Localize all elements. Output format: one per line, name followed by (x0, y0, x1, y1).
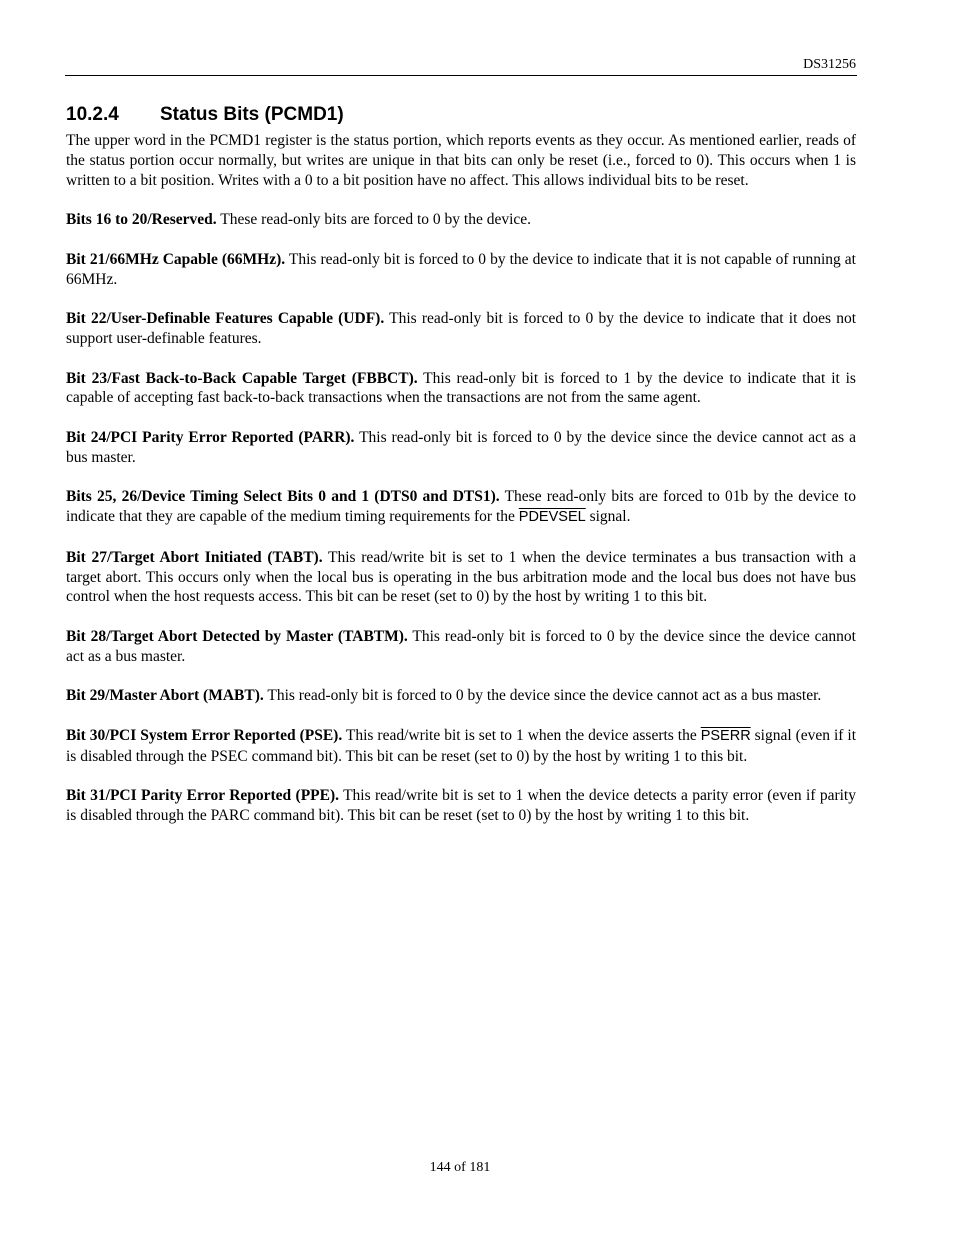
section-number: 10.2.4 (66, 104, 119, 125)
bit-text: These read-only bits are forced to 0 by the device. (220, 211, 532, 229)
bit-text: These read-only bits are forced to 01b by the device to indicate that they are capable of the medium timing requirements for the (66, 488, 856, 526)
header-divider (65, 75, 857, 76)
bit-description-ppe (66, 786, 856, 826)
section-title: Status Bits (PCMD1) (160, 104, 344, 125)
bit-label: Bit 30/PCI System Error Reported (PSE). (66, 726, 343, 744)
bit-text: This read-only bit is forced to 0 by the device since the device cannot act as a bus master. (66, 428, 856, 466)
bit-text: This read/write bit is set to 1 when the device terminates a bus transaction with a target abort. This occurs only when the local bus is operating in the bus arbitration mode and the local bus does not have bus control when the host requests access. This bit can be reset (set to 0) by the host by writing 1 to this bit. (66, 548, 856, 606)
document-body (66, 131, 856, 846)
bit-description-parr (66, 428, 856, 468)
bit-text: This read-only bit is forced to 1 by the device to indicate that it is capable of accepting fast back-to-back transactions when the transactions are not from the same agent. (66, 369, 856, 407)
bit-description-tabt (66, 548, 856, 607)
document-id: DS31256 (803, 57, 856, 72)
bit-label: Bit 27/Target Abort Initiated (TABT). (66, 548, 323, 566)
bit-text: This read/write bit is set to 1 when the device asserts the (345, 726, 697, 744)
bit-description-fbbct (66, 369, 856, 409)
bit-text: This read-only bit is forced to 0 by the device to indicate that it is not capable of running at 66MHz. (66, 250, 856, 288)
bit-text: signal (even if it is disabled through the PSEC command bit). This bit can be reset (set to 0) by the host by writing 1 to this bit. (66, 726, 857, 765)
bit-label: Bit 22/User-Definable Features Capable (UDF). (66, 310, 385, 328)
bit-text: This read-only bit is forced to 0 by the device since the device cannot act as a bus master. (66, 627, 856, 665)
bit-text: This read-only bit is forced to 0 by the device to indicate that it does not support user-definable features. (66, 310, 856, 347)
intro-paragraph: The upper word in the PCMD1 register is the status portion, which reports events as they occur. As mentioned earlier, reads of the status portion occur normally, but writes are unique in that bits can only be reset (i.e., forced to 0). This occurs when 1 is written to a bit position. Writes with a 0 to a bit position have no affect. This allows individual bits to be reset. (66, 132, 856, 189)
section-heading (66, 103, 344, 127)
bit-label: Bits 25, 26/Device Timing Select Bits 0 and 1 (DTS0 and DTS1). (66, 488, 500, 506)
bit-description-reserved (66, 210, 856, 230)
bit-label: Bit 28/Target Abort Detected by Master (TABTM). (66, 627, 408, 645)
signal-name-pserr: PSERR (700, 727, 751, 744)
bit-description-udf (66, 309, 856, 349)
bit-description-dts (66, 487, 856, 528)
bit-label: Bits 16 to 20/Reserved. (66, 211, 217, 229)
bit-description-tabtm (66, 627, 856, 667)
bit-label: Bit 24/PCI Parity Error Reported (PARR). (66, 428, 355, 446)
bit-description-66mhz (66, 250, 856, 290)
page-number: 144 of 181 (429, 1160, 491, 1175)
bit-text: signal. (589, 508, 631, 526)
bit-label: Bit 21/66MHz Capable (66MHz). (66, 250, 286, 268)
bit-text: This read/write bit is set to 1 when the device detects a parity error (even if parity is disabled through the PARC command bit). This bit can be reset (set to 0) by the host by writing 1 to this bit. (66, 787, 856, 825)
bit-label: Bit 29/Master Abort (MABT). (66, 687, 264, 705)
bit-description-pse (66, 726, 856, 767)
bit-label: Bit 31/PCI Parity Error Reported (PPE). (66, 787, 340, 805)
bit-text: This read-only bit is forced to 0 by the device since the device cannot act as a bus master. (267, 687, 822, 705)
bit-description-mabt (66, 686, 856, 706)
bit-label: Bit 23/Fast Back-to-Back Capable Target (FBBCT). (66, 369, 418, 387)
signal-name-pdevsel: PDEVSEL (518, 509, 586, 526)
